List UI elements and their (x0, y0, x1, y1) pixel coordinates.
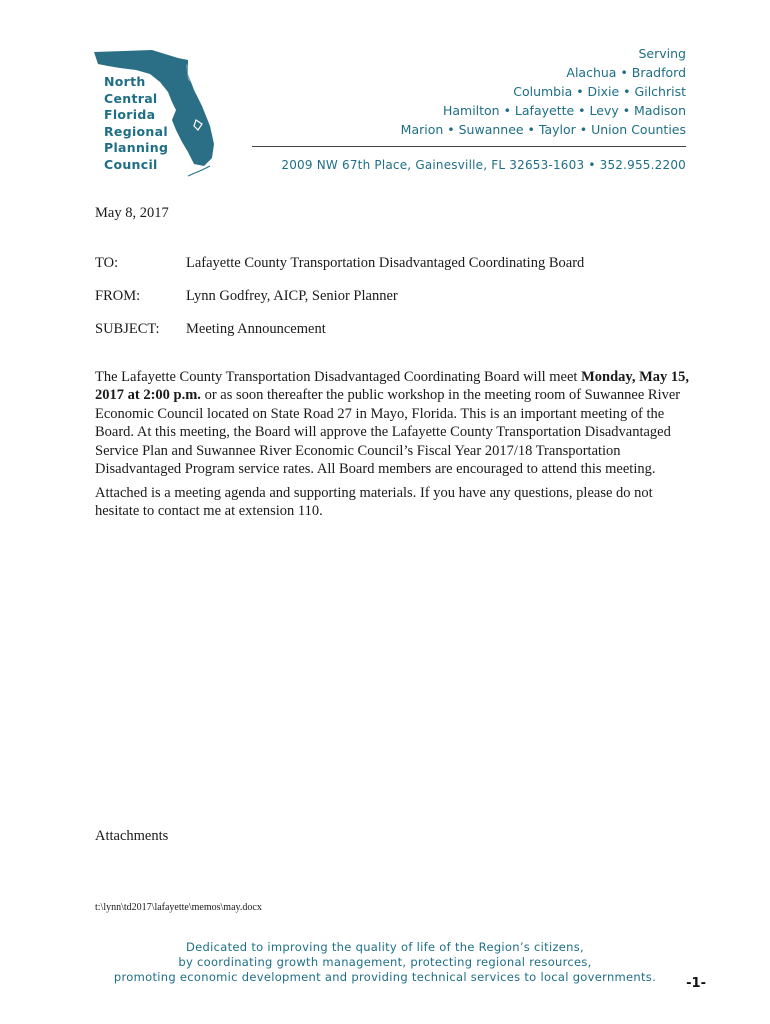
footer-line: Dedicated to improving the quality of life of the Region’s citizens, (185, 940, 585, 954)
body-paragraph-1 (95, 368, 695, 478)
letterhead-address: 2009 NW 67th Place, Gainesville, FL 32653-1603 • 352.955.2200 (281, 158, 686, 172)
serving-line: Serving (638, 46, 686, 61)
file-path: t:\lynn\td2017\lafayette\memos\may.docx (95, 902, 262, 913)
from-label: FROM: (95, 288, 141, 304)
org-name-line: Florida (104, 107, 156, 123)
para1-end: or as soon thereafter the public workshop in the meeting room of Suwannee River Economic Council located on State Road 27 in Mayo, Florida. This is an important meeting of the Board. At this meeting, the Board will approve the Lafayette County Transportation Disadvantaged Service Plan and Suwannee River Economic Council’s Fiscal Year 2017/18 Transportation Disadvantaged Program service rates. All Board members are encouraged to attend this meeting. (95, 387, 681, 478)
serving-line: Marion • Suwannee • Taylor • Union Counties (400, 122, 686, 137)
org-name-line: Planning (104, 140, 169, 156)
org-name-line: Central (104, 90, 158, 106)
para1-start: The Lafayette County Transportation Disadvantaged Coordinating Board will meet (95, 369, 582, 385)
page-number: -1- (686, 976, 706, 991)
footer-line: by coordinating growth management, protecting regional resources, (178, 955, 592, 969)
to-label: TO: (95, 255, 119, 271)
to-value: Lafayette County Transportation Disadvantaged Coordinating Board (186, 255, 585, 271)
meeting-datetime: Monday, May 15, 2017 at 2:00 p.m. (95, 369, 690, 404)
attachments-label: Attachments (95, 828, 169, 844)
serving-line: Alachua • Bradford (566, 65, 686, 80)
subject-label: SUBJECT: (95, 321, 160, 337)
subject-value: Meeting Announcement (186, 321, 326, 337)
organization-name (104, 74, 168, 174)
serving-line: Columbia • Dixie • Gilchrist (513, 84, 686, 99)
body-paragraph-2: Attached is a meeting agenda and supporting materials. If you have any questions, please do not hesitate to contact me at extension 110. (95, 485, 653, 520)
memo-date: May 8, 2017 (95, 205, 169, 221)
header-divider (252, 146, 686, 147)
footer-line: promoting economic development and providing technical services to local governments. (113, 970, 657, 984)
org-name-line: North (104, 74, 146, 89)
serving-counties (401, 44, 686, 139)
org-name-line: Regional (104, 123, 168, 139)
org-name-line: Council (104, 156, 158, 172)
serving-line: Hamilton • Lafayette • Levy • Madison (442, 103, 686, 118)
footer-mission (0, 940, 770, 985)
from-value: Lynn Godfrey, AICP, Senior Planner (186, 288, 398, 304)
